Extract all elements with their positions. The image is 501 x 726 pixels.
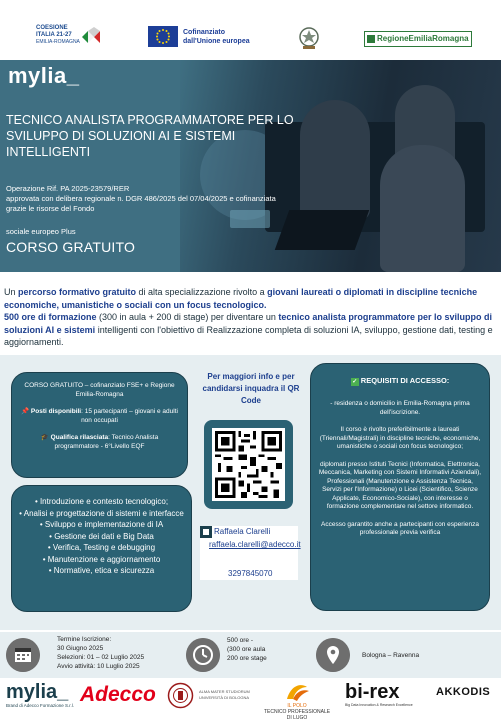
- hero-keyboard: [275, 210, 370, 250]
- module-item: • Introduzione e contesto tecnologico;: [34, 497, 169, 506]
- hero-person-right: [380, 145, 465, 272]
- unibo-seal-icon: [167, 682, 194, 709]
- requirements-card: [310, 363, 490, 611]
- requirement-experience: Accesso garantito anche a partecipanti con esperienza professionale previa verifica: [321, 520, 479, 536]
- unibo-text: [199, 689, 250, 701]
- intro-s3: di alta specializzazione rivolto a: [136, 287, 268, 297]
- requirement-graduates: Il corso è rivolto preferibilmente a laureati (Triennali/Magistrali) in discipline tecniche, economiche, umanistiche o sociali con focus tecnologico;: [319, 426, 481, 450]
- module-item: • Manutenzione e aggiornamento: [42, 554, 161, 564]
- requirement-diploma: [317, 461, 483, 512]
- location-text: Bologna – Ravenna: [362, 652, 420, 659]
- hours-text: [227, 636, 267, 663]
- operation-info: [6, 184, 276, 214]
- contact-card-icon: [200, 526, 212, 538]
- eu-line1: Cofinanziato: [183, 29, 225, 36]
- polo-line2: TECNICO PROFESSIONALE: [263, 709, 331, 715]
- course-details-card: [11, 372, 188, 478]
- location-pin-icon: [316, 638, 350, 672]
- hero-brand: mylia_: [8, 63, 80, 88]
- hero-person-left: [300, 100, 370, 220]
- start-date: Avvio attività: 10 Luglio 2025: [57, 663, 140, 670]
- module-item: • Gestione dei dati e Big Data: [49, 531, 154, 541]
- hero-banner: [0, 60, 501, 272]
- requirement-diploma-text: diplomati presso Istituti Tecnici (Informatica, Elettronica, Meccanica, Marketing con Sistemi Informativi Aziendali), Professionali (Manutenzione e Assistenza Tecnica, Servizi per l'Informazione) o Licei (Scientifico, Scienze Applicate, Economico-Sociale), con interesse o formazione complementare nel settore informatico.: [318, 460, 482, 510]
- selection-dates: Selezioni: 01 – 02 Luglio 2025: [57, 654, 145, 661]
- partner-logos: [0, 679, 501, 726]
- requirement-residence: - residenza o domicilio in Emilia-Romagna prima dell'iscrizione.: [330, 400, 470, 416]
- mylia-text: mylia_: [6, 681, 69, 703]
- info-strip: [0, 632, 501, 678]
- seats-value: : 15 partecipanti – giovani e adulti non occupati: [81, 408, 178, 424]
- unibo-line1: ALMA MATER STUDIORUM: [199, 689, 250, 694]
- eu-flag-icon: [148, 26, 178, 47]
- hours-total: 500 ore -: [227, 637, 254, 644]
- qualification-icon: 🎓: [40, 434, 49, 441]
- coesione-logo: [36, 25, 102, 51]
- modules-card: [11, 485, 192, 612]
- module-item: • Verifica, Testing e debugging: [47, 543, 156, 552]
- intro-paragraph: [4, 286, 494, 349]
- regione-square-icon: [367, 35, 375, 43]
- free-course-label: CORSO GRATUITO: [6, 239, 136, 255]
- akkodis-logo: AKKODIS: [436, 686, 491, 698]
- italy-flag-icon: [82, 27, 100, 47]
- contact-name: Raffaela Clarelli: [214, 527, 271, 536]
- intro-s7: tecnico analista programmatore per lo sviluppo di soluzioni AI e sistemi: [4, 312, 492, 335]
- modules-list: [18, 496, 185, 577]
- coesione-line3: EMILIA-ROMAGNA: [36, 39, 80, 45]
- birex-logo: [345, 681, 413, 707]
- hours-stage: 200 ore stage: [227, 655, 267, 662]
- dates-text: [57, 635, 144, 671]
- regione-emilia-romagna-logo: [364, 31, 472, 47]
- birex-text: bi-rex: [345, 681, 400, 703]
- polo-tecnico-text: [262, 703, 332, 721]
- calendar-icon: [6, 638, 40, 672]
- qualification-value: : Tecnico Analista programmatore - 6°Livello EQF: [54, 434, 159, 450]
- seats-label: Posti disponibili: [30, 408, 82, 415]
- mylia-sub: Brand di Adecco Formazione S.r.l.: [6, 703, 75, 708]
- deadline-date: 30 Giugno 2025: [57, 645, 104, 652]
- module-item: • Sviluppo e implementazione di IA: [39, 520, 164, 529]
- qr-title: Per maggiori info e per candidarsi inquadra il QR Code: [202, 372, 300, 405]
- birex-sub: Big Data Innovation & Research Excellence: [345, 703, 413, 707]
- fse-text: sociale europeo Plus: [6, 227, 76, 236]
- polo-line1: IL POLO: [287, 703, 307, 709]
- contact-email-link[interactable]: raffaela.clarelli@adecco.it: [209, 540, 301, 549]
- polo-tecnico-icon: [283, 681, 311, 703]
- intro-s6: (300 in aula + 200 di stage) per diventare un: [96, 312, 279, 322]
- course-cofinanced: CORSO GRATUITO – cofinanziato FSE+ e Regione Emilia-Romagna: [24, 382, 175, 398]
- module-item: • Analisi e progettazione di sistemi e interfacce: [19, 508, 184, 518]
- polo-line3: DI LUGO: [286, 715, 308, 721]
- adecco-logo: Adecco: [80, 683, 156, 706]
- operation-ref: Operazione Rif. PA 2025-23579/RER: [6, 184, 130, 193]
- intro-s1: Un: [4, 287, 19, 297]
- intro-s8: intelligenti con l'obiettivo di Realizzazione completa di soluzioni IA, sviluppo, gestione dati, testing e aggiornamenti.: [4, 324, 493, 347]
- top-logo-bar: [0, 0, 501, 60]
- mylia-logo: [6, 681, 74, 708]
- course-seats: [20, 407, 179, 425]
- intro-s5: 500 ore di formazione: [4, 312, 97, 322]
- course-qualification: [20, 433, 179, 451]
- coesione-line1: COESIONE: [36, 25, 68, 31]
- intro-s2: percorso formativo gratuito: [18, 287, 137, 297]
- requirements-heading: [317, 376, 483, 386]
- qr-code-frame[interactable]: [204, 420, 293, 509]
- deadline-label: Termine Iscrizione:: [57, 636, 112, 643]
- regione-text: RegioneEmiliaRomagna: [377, 34, 469, 43]
- eu-line2: dall'Unione europea: [183, 38, 250, 45]
- checkmark-icon: ✓: [352, 379, 358, 385]
- intro-s4: giovani laureati o diplomati in discipline tecniche economiche, umanistiche o sociali con un focus tecnologico.: [4, 287, 478, 310]
- clock-icon: [186, 638, 220, 672]
- requirements-heading-text: REQUISITI DI ACCESSO:: [360, 376, 450, 385]
- qr-code-icon[interactable]: [212, 428, 285, 501]
- intro-line1: [4, 286, 494, 311]
- contact-box: [200, 526, 301, 580]
- contact-phone[interactable]: 3297845070: [228, 569, 273, 578]
- coesione-line2: ITALIA 21-27: [36, 32, 72, 38]
- operation-approval: approvata con delibera regionale n. DGR 486/2025 del 07/04/2025 e cofinanziata grazie le risorse del Fondo: [6, 194, 276, 213]
- italian-republic-emblem-icon: [298, 25, 320, 51]
- module-item: • Normative, etica e sicurezza: [48, 566, 155, 575]
- course-title: TECNICO ANALISTA PROGRAMMATORE PER LO SVILUPPO DI SOLUZIONI AI E SISTEMI INTELLIGENTI: [6, 113, 294, 159]
- unibo-line2: UNIVERSITÀ DI BOLOGNA: [199, 695, 250, 700]
- hours-classroom: (300 ore aula: [227, 646, 266, 653]
- pin-icon: 📌: [21, 408, 30, 415]
- intro-line2: [4, 311, 494, 349]
- qualification-label: Qualifica rilasciata: [50, 434, 109, 441]
- eu-logo: [148, 26, 263, 50]
